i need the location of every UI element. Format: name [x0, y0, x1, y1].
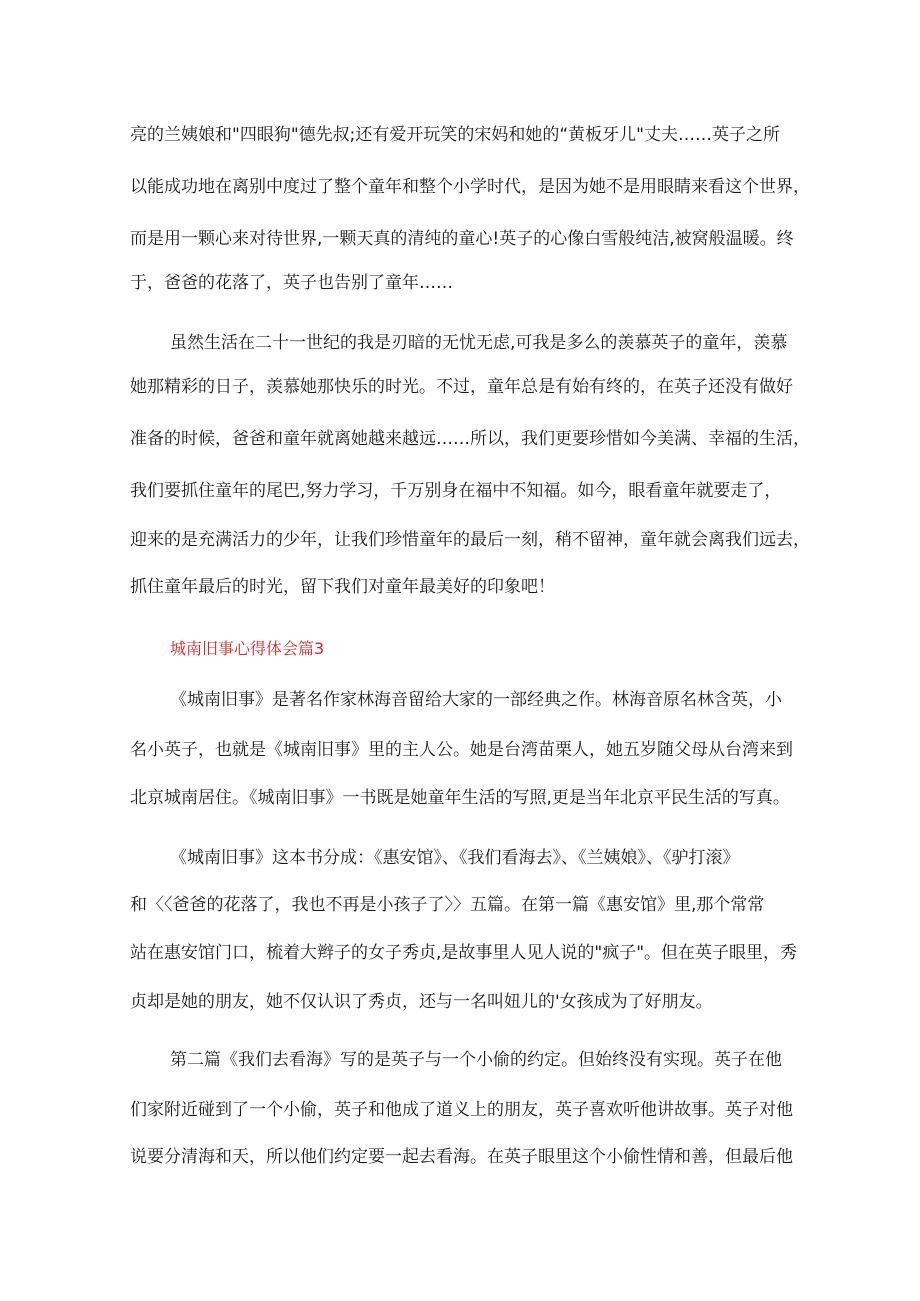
p5-line-3: 说要分清海和天，所以他们约定要一起去看海。在英子眼里这个小偷性情和善，但最后他: [130, 1147, 793, 1167]
section-heading: 城南旧事心得体会篇3: [170, 639, 325, 658]
p4-line-2: 和〈〈爸爸的花落了，我也不再是小孩子了〉〉五篇。在第一篇《惠安馆》里,那个常常: [130, 895, 765, 915]
p1-line-4: 于，爸爸的花落了，英子也告别了童年……: [130, 273, 453, 293]
p2-line-6: 抓住童年最后的时光，留下我们对童年最美好的印象吧！: [130, 577, 555, 597]
p3-line-1: 《城南旧事》是著名作家林海音留给大家的一部经典之作。林海音原名林含英，小: [170, 690, 782, 710]
p2-line-2: 她那精彩的日子，羡慕她那快乐的时光。不过，童年总是有始有终的，在英子还没有做好: [130, 377, 793, 397]
p3-line-2: 名小英子，也就是《城南旧事》里的主人公。她是台湾苗栗人，她五岁随父母从台湾来到: [130, 740, 793, 760]
p2-line-3: 准备的时候，爸爸和童年就离她越来越远……所以，我们更要珍惜如今美满、幸福的生活，: [130, 429, 810, 449]
p1-line-2: 以能成功地在离别中度过了整个童年和整个小学时代，是因为她不是用眼睛来看这个世界，: [130, 177, 810, 197]
p2-line-4: 我们要抓住童年的尾巴,努力学习，千万别身在福中不知福。如今，眼看童年就要走了，: [130, 481, 782, 501]
p4-line-4: 贞却是她的朋友，她不仅认识了秀贞，还与一名叫妞儿的'女孩成为了好朋友。: [130, 992, 713, 1012]
p5-line-2: 们家附近碰到了一个小偷，英子和他成了道义上的朋友，英子喜欢听他讲故事。英子对他: [130, 1100, 793, 1120]
p1-line-1: 亮的兰姨娘和"四眼狗"德先叔;还有爱开玩笑的宋妈和她的“黄板牙儿"丈夫……英子之所: [130, 125, 780, 145]
p5-line-1: 第二篇《我们去看海》写的是英子与一个小偷的约定。但始终没有实现。英子在他: [170, 1050, 782, 1070]
p2-line-1: 虽然生活在二十一世纪的我是刃暗的无忧无虑,可我是多么的羡慕英子的童年，羡慕: [170, 333, 788, 353]
p2-line-5: 迎来的是充满活力的少年，让我们珍惜童年的最后一刻，稍不留神，童年就会离我们远去，: [130, 530, 810, 550]
p4-line-3: 站在惠安馆门口，梳着大辫子的女子秀贞,是故事里人见人说的"疯子"。但在英子眼里，秀: [130, 943, 798, 963]
p4-line-1: 《城南旧事》这本书分成：《惠安馆》、《我们看海去》、《兰姨娘》、《驴打滚》: [170, 848, 740, 868]
p3-line-3: 北京城南居住。《城南旧事》一书既是她童年生活的写照,更是当年北京平民生活的写真。: [130, 788, 790, 808]
p1-line-3: 而是用一颗心来对待世界,一颗天真的清纯的童心!英子的心像白雪般纯洁,被窝般温暖。终: [130, 229, 794, 249]
